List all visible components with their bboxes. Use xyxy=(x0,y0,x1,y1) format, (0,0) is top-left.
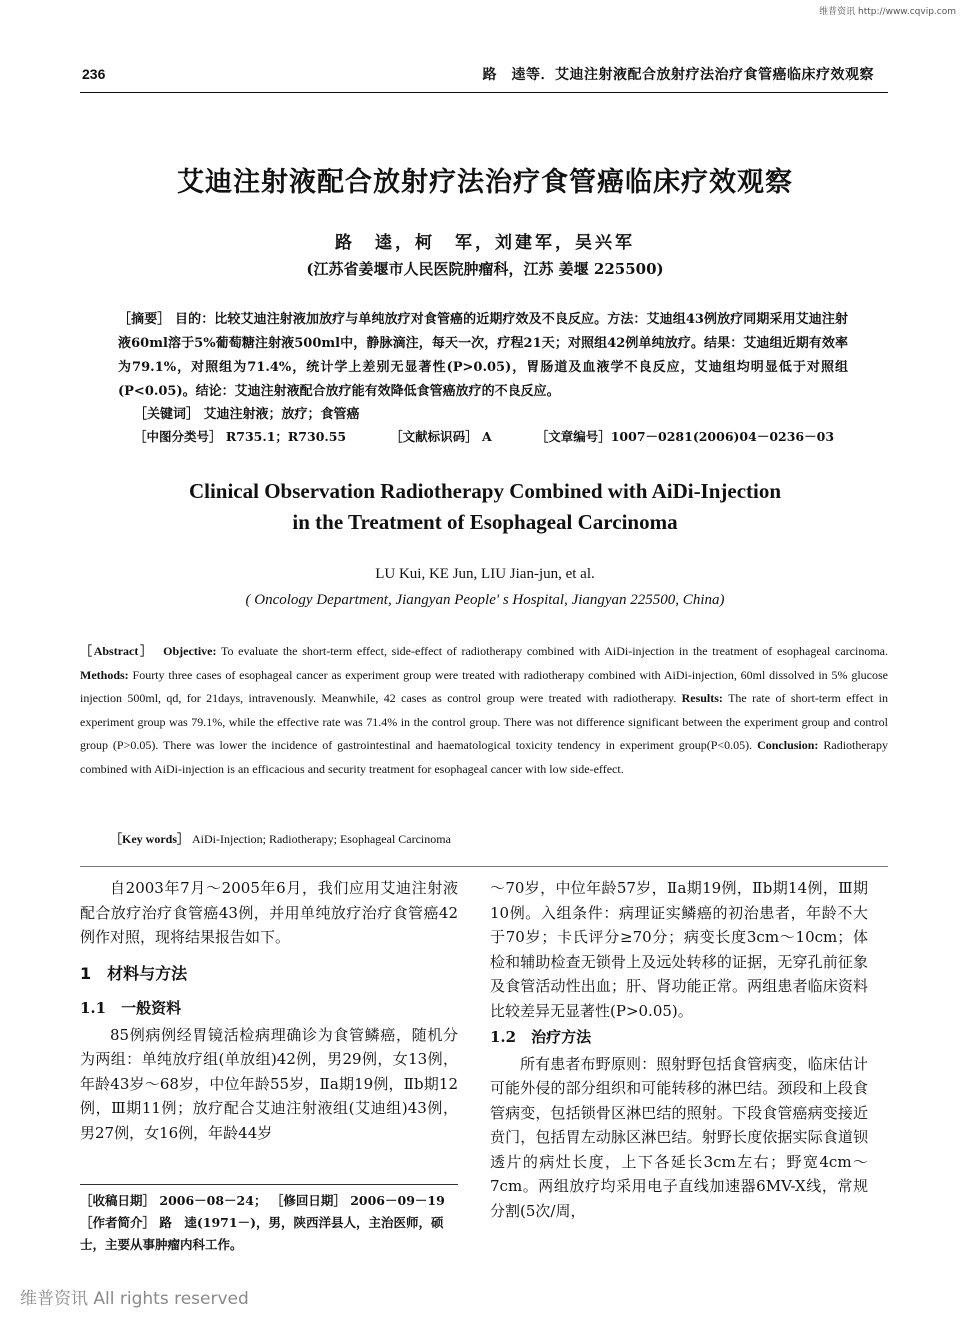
author-bio-text: 路 逵(1971－)，男，陕西洋县人，主治医师，硕士，主要从事肿瘤内科工作。 xyxy=(80,1215,444,1252)
revised-label: ［修回日期］ xyxy=(270,1193,346,1208)
section-1-1-heading: 1.1 一般资料 xyxy=(80,999,182,1017)
cn-keywords-label: ［关键词］ xyxy=(134,407,200,422)
en-keywords-text: AiDi-Injection; Radiotherapy; Esophageal Carcinoma xyxy=(192,832,451,846)
en-keywords xyxy=(110,830,451,847)
cn-keywords-text: 艾迪注射液；放疗；食管癌 xyxy=(203,407,360,422)
article-no-label: ［文章编号］ xyxy=(535,429,611,444)
conclusion-text: Radiotherapy combined with AiDi-injection is an efficacious and security treatment for esophageal cancer with low side-effect. xyxy=(80,738,889,776)
page-number: 236 xyxy=(82,66,106,82)
cn-abstract-label: ［摘要］ xyxy=(118,312,171,327)
cn-abstract-text: 目的：比较艾迪注射液加放疗与单纯放疗对食管癌的近期疗效及不良反应。方法：艾迪组43例放疗同期采用艾迪注射液60ml溶于5%葡萄糖注射液500ml中，静脉滴注，每天一次，疗程21天；对照组42例单纯放疗。结果：艾迪组近期有效率为79.1%，对照组为71.4%，统计学上差别无显著性(P>0.05)，胃肠道及血液学不良反应，艾迪组均明显低于对照组(P<0.05)。结论：艾迪注射液配合放疗能有效降低食管癌放疗的不良反应。 xyxy=(118,312,848,399)
section-1-2-paragraph: 所有患者布野原则：照射野包括食管病变，临床估计可能外侵的部分组织和可能转移的淋巴结。颈段和上段食管病变，包括锁骨区淋巴结的照射。下段食管癌病变接近贲门，包括胃左动脉区淋巴结。射野长度依据实际食道钡透片的病灶长度，上下各延长3cm左右；野宽4cm～7cm。两组放疗均采用电子直线加速器6MV-X线，常规分割(5次/周， xyxy=(490,1054,868,1220)
article-no-text: 1007－0281(2006)04－0236－03 xyxy=(610,429,835,444)
received-text: 2006－08－24； xyxy=(159,1193,267,1208)
methods-text: Fourty three cases of esophageal cancer as experiment group were treated with radiotherapy combined with AiDi-injection, 60ml dissolved in 5% glucose injection 500ml, qd, for 21days, intravenously. Meanwhile, 42 cases as control group were treated with radiotherapy. xyxy=(80,667,889,705)
cn-affiliation: (江苏省姜堰市人民医院肿瘤科，江苏 姜堰 225500) xyxy=(306,260,664,278)
cn-title: 艾迪注射液配合放射疗法治疗食管癌临床疗效观察 xyxy=(177,167,793,198)
footnotes xyxy=(80,1190,460,1256)
en-abstract-label: ［Abstract］ xyxy=(80,644,154,658)
watermark-top: 维普资讯 http://www.cqvip.com xyxy=(819,7,956,17)
cn-classification xyxy=(134,427,854,445)
results-label: Results: xyxy=(681,691,723,705)
en-title-line2: in the Treatment of Esophageal Carcinoma xyxy=(292,510,678,534)
doc-code-text: A xyxy=(482,429,492,444)
clc-entry xyxy=(134,427,346,445)
header-rule xyxy=(80,92,888,93)
objective-text: To evaluate the short-term effect, side-effect of radiotherapy combined with AiDi-injection in the treatment of esophageal carcinoma. xyxy=(220,644,888,658)
footnote-dates xyxy=(80,1190,460,1212)
clc-text: R735.1；R730.55 xyxy=(225,429,347,444)
section-separator xyxy=(80,866,888,867)
continuation-paragraph: ～70岁，中位年龄57岁，Ⅱa期19例，Ⅱb期14例，Ⅲ期10例。入组条件：病理证实鳞癌的初治患者，年龄不大于70岁；卡氏评分≥70分；病变长度3cm～10cm；体检和辅助检查无锁骨上及远处转移的证据，无穿孔前征象及食管活动性出血；肝、肾功能正常。两组患者临床资料比较差异无显著性(P>0.05)。 xyxy=(490,879,868,1020)
received-label: ［收稿日期］ xyxy=(80,1193,156,1208)
en-title-line1: Clinical Observation Radiotherapy Combined with AiDi-Injection xyxy=(188,479,782,503)
running-head: 路 逵等．艾迪注射液配合放射疗法治疗食管癌临床疗效观察 xyxy=(482,67,874,83)
article-no-entry xyxy=(536,427,834,445)
watermark-bottom: 维普资讯 All rights reserved xyxy=(20,1289,249,1309)
section-1-2-heading: 1.2 治疗方法 xyxy=(490,1028,592,1046)
clc-label: ［中图分类号］ xyxy=(134,429,222,444)
author-bio-label: ［作者简介］ xyxy=(80,1215,156,1230)
methods-label: Methods: xyxy=(80,667,129,682)
section-1-1-paragraph: 85例病例经胃镜活检病理确诊为食管鳞癌，随机分为两组：单纯放疗组(单放组)42例，男29例，女13例，年龄43岁～68岁，中位年龄55岁，Ⅱa期19例，Ⅱb期12例，Ⅲ期11例；放疗配合艾迪注射液组(艾迪组)43例，男27例，女16例，年龄44岁 xyxy=(80,1025,458,1142)
revised-text: 2006－09－19 xyxy=(350,1193,445,1208)
en-abstract xyxy=(80,640,888,781)
cn-authors: 路 逵，柯 军，刘建军，吴兴军 xyxy=(335,233,635,253)
doc-code-entry xyxy=(390,427,492,445)
cn-keywords xyxy=(134,403,360,422)
intro-paragraph: 自2003年7月～2005年6月，我们应用艾迪注射液配合放疗治疗食管癌43例，并用单纯放疗治疗食管癌42例作对照，现将结果报告如下。 xyxy=(80,879,458,946)
objective-label: Objective: xyxy=(163,644,217,658)
section-1-heading: 1 材料与方法 xyxy=(80,963,188,983)
footnote-author-bio xyxy=(80,1212,460,1256)
doc-code-label: ［文献标识码］ xyxy=(390,429,478,444)
en-authors: LU Kui, KE Jun, LIU Jian-jun, et al. xyxy=(375,566,595,582)
body-right-column xyxy=(490,876,868,1223)
cn-abstract xyxy=(118,308,848,404)
footnote-rule xyxy=(80,1184,458,1185)
results-text: The rate of short-term effect in experiment group was 79.1%, while the effective rate was 71.4% in the control group. There was not difference significant between the experiment group and control group (P>0.05). There was lower the incidence of gastrointestinal and haematological toxicity tendency in experiment group(P<0.05). xyxy=(80,691,888,752)
en-affiliation: ( Oncology Department, Jiangyan People' s Hospital, Jiangyan 225500, China) xyxy=(245,592,725,608)
en-title xyxy=(0,476,970,538)
en-keywords-label: ［Key words］ xyxy=(110,832,189,846)
body-left-column xyxy=(80,876,458,1145)
conclusion-label: Conclusion: xyxy=(757,738,819,752)
